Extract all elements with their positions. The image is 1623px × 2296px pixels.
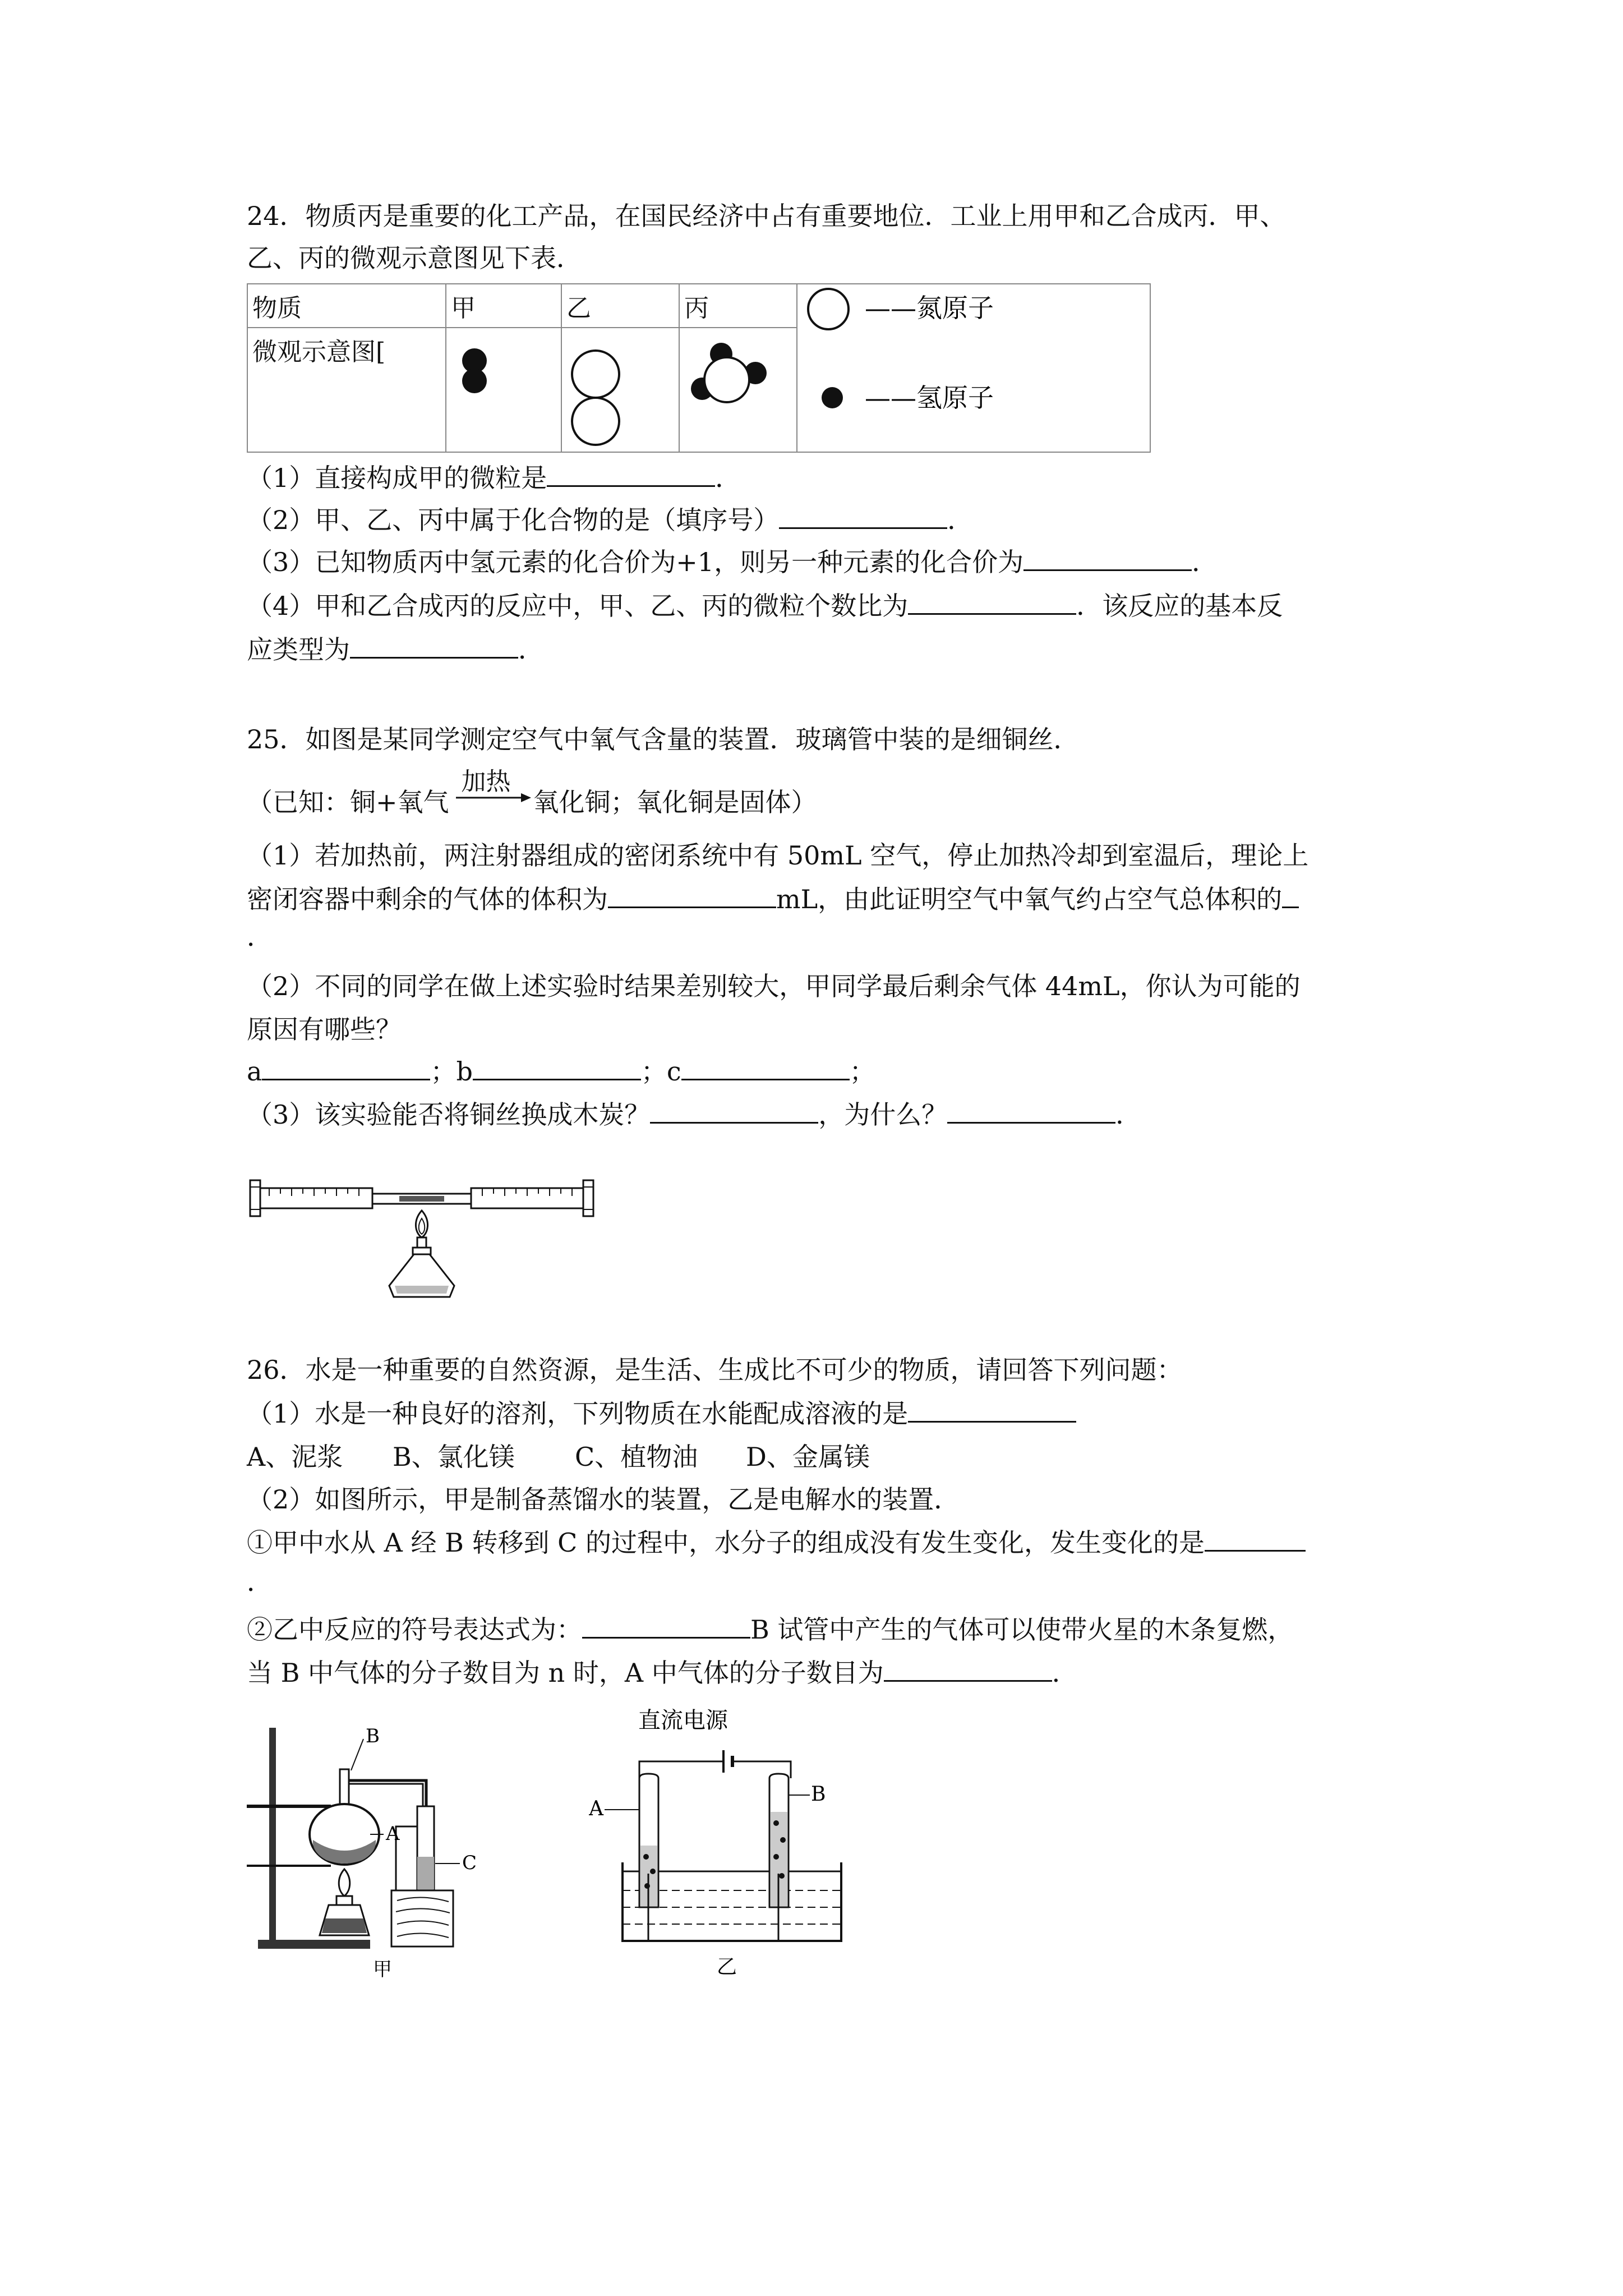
fig-yi-label-a: A: [589, 1797, 603, 1820]
q24-sub4-line2-text: 应类型为: [247, 634, 350, 665]
fig-yi-caption: 乙: [717, 1955, 737, 1978]
answer-blank[interactable]: [1205, 1527, 1306, 1552]
answer-blank[interactable]: [582, 1614, 750, 1639]
fig-jia-label-b: B: [366, 1725, 380, 1747]
fig-yi-label-b: B: [811, 1783, 826, 1806]
option-c[interactable]: C、植物油: [575, 1442, 698, 1472]
q25-sub3-text: （3）该实验能否将铜丝换成木炭？: [247, 1099, 651, 1130]
answer-end: ；: [849, 1056, 875, 1087]
q26-item1-text: ①甲中水从 A 经 B 转移到 C 的过程中，水分子的组成没有发生变化，发生变化的是: [247, 1527, 1205, 1558]
answer-blank-a[interactable]: [262, 1056, 430, 1080]
fig-jia-label-c: C: [462, 1852, 477, 1874]
q25-sub1-line2-text: 密闭容器中剩余的气体的体积为: [247, 884, 608, 914]
q24-sub4-line2: [247, 633, 544, 666]
q25-known-end: 氧化铜；氧化铜是固体）: [533, 787, 817, 817]
answer-a-label: a: [247, 1056, 262, 1087]
answer-c-label: ；c: [640, 1056, 681, 1087]
q26-sub1-text: （1）水是一种良好的溶剂，下列物质在水能配成溶液的是: [247, 1398, 909, 1429]
hydrogen-atom-icon: [822, 387, 843, 408]
q26-sub1: [247, 1397, 1076, 1430]
answer-blank[interactable]: [779, 505, 947, 529]
q25-sub1-line1: （1）若加热前，两注射器组成的密闭系统中有 50mL 空气，停止加热冷却到室温后，理论上: [247, 840, 1309, 871]
q26-item2-mid: B 试管中产生的气体可以使带火星的木条复燃，: [750, 1614, 1294, 1645]
q25-intro: 25．如图是某同学测定空气中氧气含量的装置．玻璃管中装的是细铜丝．: [247, 724, 1080, 754]
q25-sub1-line2: [247, 882, 1299, 916]
q24-sub4-text: （4）甲和乙合成丙的反应中，甲、乙、丙的微粒个数比为: [247, 591, 909, 621]
legend-nitrogen-label: ——氮原子: [865, 293, 994, 323]
q26-item2-text: ②乙中反应的符号表达式为：: [247, 1614, 582, 1645]
q25-sub3: [247, 1098, 1141, 1131]
answer-blank[interactable]: [350, 634, 518, 659]
answer-blank-c[interactable]: [681, 1056, 850, 1080]
q24-sub4: [247, 589, 1283, 623]
q25-sub2-line1: （2）不同的同学在做上述实验时结果差别较大，甲同学最后剩余气体 44mL，你认为可能的: [247, 971, 1301, 1001]
q24-intro-line2: 乙、丙的微观示意图见下表．: [247, 243, 582, 273]
q24-sub3-text: （3）已知物质丙中氢元素的化合价为+1，则另一种元素的化合价为: [247, 547, 1024, 577]
answer-blank[interactable]: [1282, 884, 1299, 908]
q26-item1: [247, 1526, 1306, 1559]
q24-sub2-end: ．: [947, 505, 974, 535]
n2-molecule-icon: [562, 328, 668, 452]
answer-b-label: ；b: [430, 1056, 473, 1087]
q26-item2: [247, 1613, 1293, 1646]
option-a[interactable]: A、泥浆: [247, 1442, 343, 1472]
yi-diagram-cell: [561, 328, 679, 452]
q24-sub3-end: ．: [1192, 547, 1218, 577]
q24-sub4-line2-end: ．: [518, 634, 544, 665]
answer-blank[interactable]: [1023, 547, 1192, 571]
q25-sub3-end: ．: [1115, 1099, 1142, 1130]
q24-intro-line1: 24．物质丙是重要的化工产品，在国民经济中占有重要地位．工业上用甲和乙合成丙．甲、: [247, 201, 1286, 231]
answer-blank-b[interactable]: [473, 1056, 641, 1080]
q24-sub1-end: ．: [715, 463, 741, 493]
heating-arrow: [449, 767, 533, 819]
q26-item2-line2: [247, 1656, 1078, 1690]
fig-jia-caption: 甲: [373, 1958, 392, 1980]
nitrogen-atom-icon: [808, 289, 849, 329]
answer-blank[interactable]: [908, 1398, 1076, 1423]
legend-cell: [797, 284, 1150, 452]
distillation-apparatus-figure: [247, 1722, 538, 1980]
syringe-apparatus-figure: [247, 1167, 606, 1301]
q26-intro: 26．水是一种重要的自然资源，是生活、生成比不可少的物质，请回答下列问题：: [247, 1355, 1183, 1385]
q26-item2-line2-end: ．: [1052, 1658, 1078, 1688]
answer-blank[interactable]: [947, 1099, 1115, 1124]
q26-item2-line2-text: 当 B 中气体的分子数目为 n 时，A 中气体的分子数目为: [247, 1658, 884, 1688]
q25-known: [247, 767, 817, 819]
h2-molecule-icon: [446, 328, 547, 446]
electrolysis-apparatus-figure: [589, 1705, 880, 1986]
heating-arrow-label: 加热: [461, 767, 511, 796]
option-d[interactable]: D、金属镁: [746, 1442, 870, 1472]
q25-answers-abc: [247, 1055, 875, 1088]
q24-sub2-text: （2）甲、乙、丙中属于化合物的是（填序号）: [247, 505, 780, 535]
q25-sub1-line3: ．: [247, 922, 273, 952]
q25-sub3-mid: ，为什么？: [818, 1099, 948, 1130]
q24-micro-table: [247, 283, 1151, 453]
q26-item1-end: ．: [247, 1567, 273, 1597]
q26-options: [247, 1440, 870, 1474]
legend-graphic: [797, 284, 1134, 441]
nh3-molecule-icon: [680, 328, 786, 452]
fig-yi-power-label: 直流电源: [638, 1708, 728, 1733]
answer-blank[interactable]: [884, 1658, 1052, 1682]
table-header-substance: 物质: [247, 284, 446, 328]
table-header-jia: 甲: [446, 284, 561, 328]
q25-known-text: （已知：铜+氧气: [247, 787, 449, 817]
q25-sub1-line2-mid: mL，由此证明空气中氧气约占空气总体积的: [776, 884, 1283, 914]
answer-blank[interactable]: [908, 591, 1076, 615]
reaction-arrow-icon: [449, 785, 533, 819]
q26-sub2: （2）如图所示，甲是制备蒸馏水的装置，乙是电解水的装置．: [247, 1484, 960, 1515]
answer-blank[interactable]: [650, 1099, 818, 1124]
answer-blank[interactable]: [608, 884, 776, 908]
q24-sub4-mid: ．该反应的基本反: [1076, 591, 1283, 621]
table-header-bing: 丙: [679, 284, 797, 328]
q24-sub2: [247, 503, 973, 537]
answer-blank[interactable]: [547, 463, 715, 487]
bing-diagram-cell: [679, 328, 797, 452]
option-b[interactable]: B、氯化镁: [393, 1442, 515, 1472]
jia-diagram-cell: [446, 328, 561, 452]
table-header-yi: 乙: [561, 284, 679, 328]
q24-sub1: [247, 461, 741, 495]
legend-hydrogen-label: ——氢原子: [865, 383, 994, 413]
table-row-label: 微观示意图[: [247, 328, 446, 452]
fig-jia-label-a: A: [386, 1823, 400, 1845]
q24-sub3: [247, 545, 1218, 579]
q24-sub1-text: （1）直接构成甲的微粒是: [247, 463, 547, 493]
q25-sub2-line2: 原因有哪些？: [247, 1014, 402, 1045]
